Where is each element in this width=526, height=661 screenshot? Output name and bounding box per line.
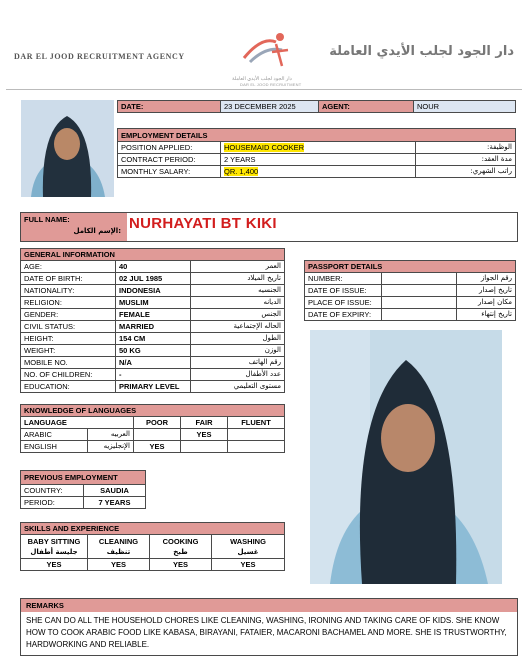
issue-place-label: PLACE OF ISSUE: [305,297,382,309]
expiry-date-label-ar: تاريخ إنتهاء [457,309,516,321]
prev-country-value: SAUDIA [84,485,146,497]
education-value: PRIMARY LEVEL [116,381,191,393]
table-row [21,261,285,273]
table-row [21,369,285,381]
date-label: DATE: [118,101,221,113]
table-row [305,309,516,321]
issue-place-label-ar: مكان إصدار [457,297,516,309]
header-divider [6,89,522,90]
weight-label: WEIGHT: [21,345,116,357]
civil-status-label-ar: الحاله الإجتماعية [191,321,285,333]
languages-table [20,404,285,453]
prev-period-label: PERIOD: [21,497,84,509]
gender-value: FEMALE [116,309,191,321]
table-row [21,285,285,297]
table-row [305,297,516,309]
education-label: EDUCATION: [21,381,116,393]
full-name-box [20,212,518,242]
nationality-label: NATIONALITY: [21,285,116,297]
salary-label-ar: راتب الشهري: [416,166,516,178]
children-label-ar: عدد الأطفال [191,369,285,381]
mobile-label: MOBILE NO. [21,357,116,369]
general-info-header: GENERAL INFORMATION [21,249,285,261]
lang-col-language: LANGUAGE [21,417,134,429]
table-row [21,559,285,571]
remarks-box [20,598,518,656]
civil-status-value: MARRIED [116,321,191,333]
logo-caption-arabic: دار الجود لجلب الأيدي العاملة [232,76,292,82]
skill-babysitting-cell [21,535,88,559]
agent-label: AGENT: [319,101,414,113]
mobile-label-ar: رقم الهاتف [191,357,285,369]
age-label: AGE: [21,261,116,273]
skill-washing-cell [212,535,285,559]
prev-country-label: COUNTRY: [21,485,84,497]
issue-date-value [382,285,457,297]
general-information-table [20,248,285,393]
lang-col-poor: POOR [134,417,181,429]
age-label-ar: العمر [191,261,285,273]
dob-value: 02 JUL 1985 [116,273,191,285]
passport-number-label-ar: رقم الجواز [457,273,516,285]
passport-header: PASSPORT DETAILS [305,261,516,273]
height-label: HEIGHT: [21,333,116,345]
skill-babysitting-value: YES [21,559,88,571]
position-value: HOUSEMAID COOKER [224,143,305,152]
agency-name-english: DAR EL JOOD RECRUITMENT AGENCY [14,52,185,61]
lang-arabic-poor [134,429,181,441]
prev-period-value: 7 YEARS [84,497,146,509]
civil-status-label: CIVIL STATUS: [21,321,116,333]
contract-label: CONTRACT PERIOD: [118,154,221,166]
weight-label-ar: الوزن [191,345,285,357]
lang-english-poor: YES [134,441,181,453]
lang-english-fluent [228,441,285,453]
employment-details-header: EMPLOYMENT DETAILS [118,129,516,142]
table-row [21,309,285,321]
religion-label: RELIGION: [21,297,116,309]
dob-label: DATE OF BIRTH: [21,273,116,285]
religion-value: MUSLIM [116,297,191,309]
nationality-value: INDONESIA [116,285,191,297]
salary-label: MONTHLY SALARY: [118,166,221,178]
remarks-header [21,599,517,612]
expiry-date-label: DATE OF EXPIRY: [305,309,382,321]
date-value: 23 DECEMBER 2025 [221,101,319,113]
issue-date-label-ar: تاريخ إصدار [457,285,516,297]
expiry-date-value [382,309,457,321]
lang-arabic-fluent [228,429,285,441]
table-row [21,429,285,441]
full-name-label: FULL NAME: [24,215,70,224]
skill-cleaning-value: YES [88,559,150,571]
weight-value: 50 KG [116,345,191,357]
languages-header: KNOWLEDGE OF LANGUAGES [21,405,285,417]
skill-cooking-label-ar: طبخ [173,547,188,556]
skill-cleaning-cell [88,535,150,559]
table-row [21,273,285,285]
contract-value: 2 YEARS [221,154,416,166]
top-details-table [117,100,516,113]
remarks-text: SHE CAN DO ALL THE HOUSEHOLD CHORES LIKE CLEANING, WASHING, IRONING AND TAKING CARE OF KIDS. SHE KNOW HOW TO COOK ARABIC FOOD LIKE KABASA, BIRAYANI, FATAIER, MACARONI BACHAMEL AND MORE. SHE IS TRUSTWORTHY, HARDWORKING AND RELIABLE. [26,616,507,649]
table-row [305,285,516,297]
lang-col-fair: FAIR [181,417,228,429]
agent-value: NOUR [414,101,516,113]
skill-washing-label: WASHING [230,536,266,546]
mobile-value: N/A [116,357,191,369]
lang-arabic: ARABIC [21,429,88,441]
passport-details-table [304,260,516,321]
passport-number-value [382,273,457,285]
table-row [21,321,285,333]
skills-header: SKILLS AND EXPERIENCE [21,523,285,535]
salary-value: QR. 1,400 [224,167,259,176]
table-row [21,345,285,357]
lang-col-fluent: FLUENT [228,417,285,429]
passport-number-label: NUMBER: [305,273,382,285]
lang-english-fair [181,441,228,453]
issue-date-label: DATE OF ISSUE: [305,285,382,297]
children-label: NO. OF CHILDREN: [21,369,116,381]
gender-label: GENDER: [21,309,116,321]
skill-cleaning-label: CLEANING [98,536,139,546]
skill-cooking-value: YES [150,559,212,571]
candidate-photo-large [310,330,502,584]
education-label-ar: مستوى التعليمي [191,381,285,393]
gender-label-ar: الجنس [191,309,285,321]
previous-employment-header: PREVIOUS EMPLOYMENT [21,471,146,485]
skill-babysitting-label-ar: جليسة أطفال [30,547,78,556]
lang-arabic-fair: YES [181,429,228,441]
lang-english: ENGLISH [21,441,88,453]
previous-employment-table [20,470,146,509]
lang-arabic-ar: العربيه [88,429,134,441]
contract-label-ar: مدة العقد: [416,154,516,166]
nationality-label-ar: الجنسيه [191,285,285,297]
height-label-ar: الطول [191,333,285,345]
table-row [21,381,285,393]
full-name-label-box [21,213,127,241]
skills-table [20,522,285,571]
skill-washing-label-ar: غسيل [237,547,259,556]
skill-washing-value: YES [212,559,285,571]
full-name-label-ar: الإسم الكامل: [73,227,121,235]
table-row [305,273,516,285]
issue-place-value [382,297,457,309]
position-label-ar: الوظيفة: [416,142,516,154]
position-label: POSITION APPLIED: [118,142,221,154]
skill-cooking-label: COOKING [162,536,199,546]
table-row [21,441,285,453]
religion-label-ar: الديانه [191,297,285,309]
remarks-header-text: REMARKS [26,601,64,610]
dob-label-ar: تاريخ الميلاد [191,273,285,285]
table-row [21,485,146,497]
table-row [21,357,285,369]
skill-cooking-cell [150,535,212,559]
employment-details-table [117,128,516,178]
height-value: 154 CM [116,333,191,345]
full-name-value: NURHAYATI BT KIKI [129,215,277,232]
table-row [21,297,285,309]
skill-cleaning-label-ar: تنظيف [106,547,131,556]
children-value: - [116,369,191,381]
candidate-photo-small [21,100,114,197]
table-row [21,497,146,509]
lang-english-ar: الإنجليزيه [88,441,134,453]
skill-babysitting-label: BABY SITTING [27,536,81,546]
table-row [21,333,285,345]
age-value: 40 [116,261,191,273]
agency-name-arabic: دار الجود لجلب الأيدي العاملة [329,44,514,59]
logo-caption-english: DAR EL JOOD RECRUITMENT [240,82,302,87]
